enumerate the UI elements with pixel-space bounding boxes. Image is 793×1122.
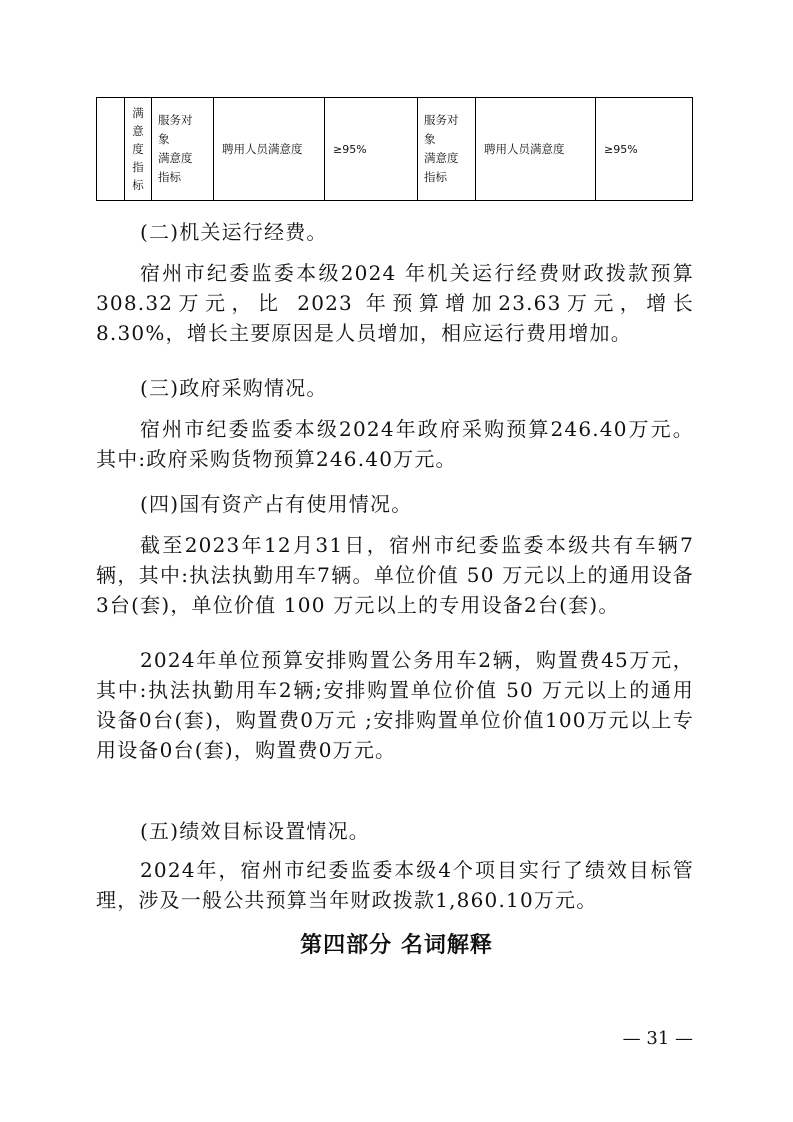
table-cell-target-a: ≥95% [325, 98, 418, 201]
level2-char: 标 [132, 178, 144, 192]
performance-paragraph: 2024年，宿州市纪委监委本级4个项目实行了绩效目标管理，涉及一般公共预算当年财政拨款1,860.10万元。 [96, 858, 694, 912]
operating-paragraph: 宿州市纪委监委本级2024 年机关运行经费财政拨款预算308.32万元，比 2023 年预算增加23.63万元，增长8.30%，增长主要原因是人员增加，相应运行费用增加。 [96, 261, 694, 345]
performance-indicator-table [96, 97, 693, 201]
level2-char: 指 [132, 160, 144, 174]
page-number: — 31 — [622, 1028, 693, 1049]
level3-line: 服务对 [424, 113, 459, 127]
level3-line: 象 [424, 132, 436, 146]
level3-line: 指标 [158, 170, 181, 184]
assets-paragraph-1: 截至2023年12月31日，宿州市纪委监委本级共有车辆7辆，其中:执法执勤用车7辆。单位价值 50 万元以上的通用设备3台(套)，单位价值 100 万元以上的专用设备2台(套)。 [96, 533, 694, 617]
table-row [97, 98, 693, 201]
table-cell-level1-blank [97, 98, 125, 201]
level2-char: 度 [132, 142, 144, 156]
table-cell-metric-b: 聘用人员满意度 [476, 98, 596, 201]
assets-heading: (四)国有资产占有使用情况。 [140, 492, 413, 516]
part-title: 第四部分 名词解释 [300, 933, 493, 958]
procurement-paragraph: 宿州市纪委监委本级2024年政府采购预算246.40万元。其中:政府采购货物预算246.40万元。 [96, 417, 694, 471]
level3-line: 指标 [424, 170, 447, 184]
table-cell-level3-b [418, 98, 476, 201]
operating-heading: (二)机关运行经费。 [140, 220, 328, 244]
level3-line: 满意度 [424, 151, 459, 165]
level2-char: 满 [132, 106, 144, 120]
level3-line: 象 [158, 132, 170, 146]
performance-heading: (五)绩效目标设置情况。 [140, 819, 371, 843]
table-cell-level3-a [152, 98, 214, 201]
table-cell-metric-a: 聘用人员满意度 [214, 98, 325, 201]
level3-line: 服务对 [158, 113, 193, 127]
table-cell-level2 [125, 98, 152, 201]
assets-paragraph-2: 2024年单位预算安排购置公务用车2辆，购置费45万元，其中:执法执勤用车2辆;安排购置单位价值 50 万元以上的通用设备0台(套)，购置费0万元 ;安排购置单位价值100万元以上专用设备0台(套)，购置费0万元。 [96, 648, 694, 762]
level3-line: 满意度 [158, 151, 193, 165]
table-cell-target-b: ≥95% [596, 98, 693, 201]
procurement-heading: (三)政府采购情况。 [140, 376, 328, 400]
level2-char: 意 [132, 124, 144, 138]
